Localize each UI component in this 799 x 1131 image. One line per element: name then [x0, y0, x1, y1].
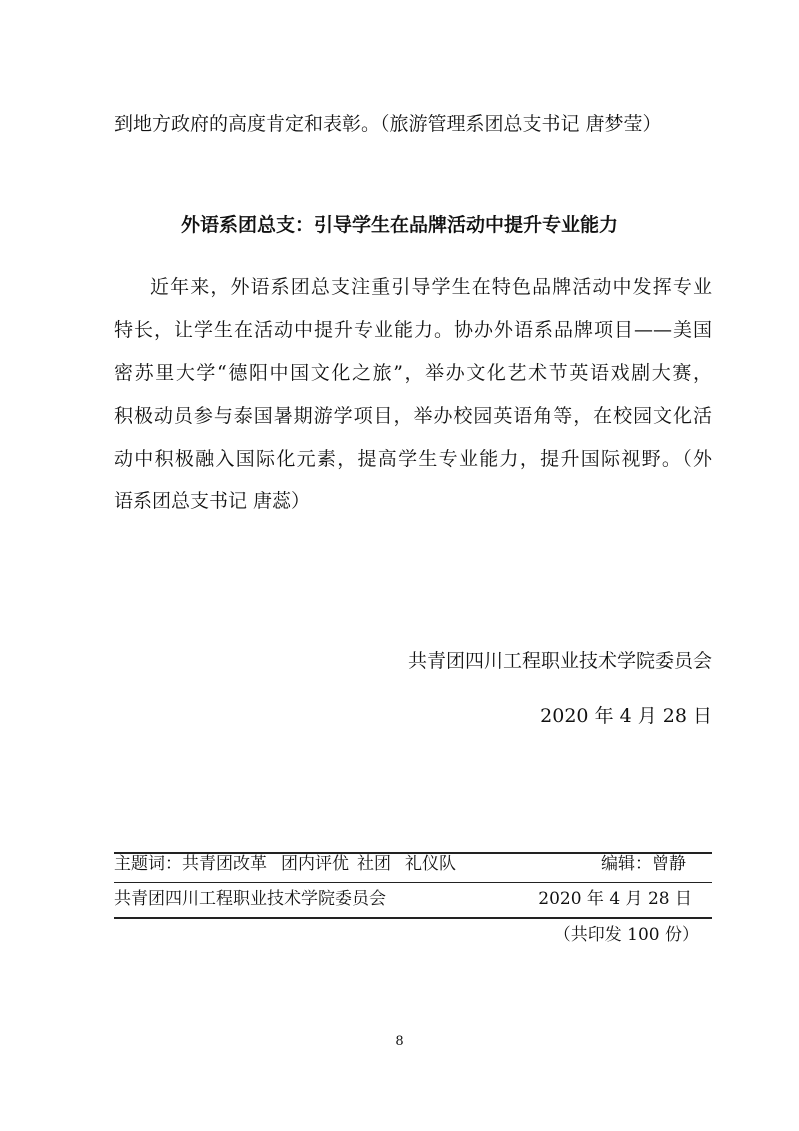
print-count: （共印发 100 份） [553, 925, 699, 945]
footer-bottom-rule [114, 917, 712, 919]
signature-organization: 共青团四川工程职业技术学院委员会 [407, 650, 712, 672]
keywords-label: 主题词： [114, 854, 182, 874]
keyword-1: 共青团改革 [182, 854, 267, 874]
keyword-4: 礼仪队 [405, 854, 456, 874]
page-number: 8 [395, 1034, 404, 1049]
body-line-5: 动中积极融入国际化元素，提高学生专业能力，提升国际视野。（外 [114, 448, 712, 470]
editor: 编辑：曾静 [601, 854, 686, 874]
issuer: 共青团四川工程职业技术学院委员会 [114, 889, 386, 909]
footer-issuer-row [114, 883, 712, 915]
body-line-2: 特长，让学生在活动中提升专业能力。协办外语系品牌项目——美国 [114, 319, 712, 341]
section-heading: 外语系团总支：引导学生在品牌活动中提升专业能力 [180, 214, 618, 236]
keyword-2: 团内评优 [281, 854, 349, 874]
continuation-line: 到地方政府的高度肯定和表彰。（旅游管理系团总支书记 唐梦莹） [114, 113, 662, 135]
signature-date: 2020 年 4 月 28 日 [540, 705, 712, 727]
body-line-1: 近年来，外语系团总支注重引导学生在特色品牌活动中发挥专业 [150, 276, 712, 298]
body-line-6: 语系团总支书记 唐蕊） [114, 490, 311, 512]
keywords [114, 848, 456, 880]
footer-keywords-row [114, 848, 712, 880]
body-line-3: 密苏里大学“德阳中国文化之旅”，举办文化艺术节英语戏剧大赛， [114, 362, 712, 384]
keyword-3: 社团 [357, 854, 391, 874]
body-line-4: 积极动员参与泰国暑期游学项目，举办校园英语角等，在校园文化活 [114, 405, 712, 427]
issue-date: 2020 年 4 月 28 日 [538, 889, 692, 909]
